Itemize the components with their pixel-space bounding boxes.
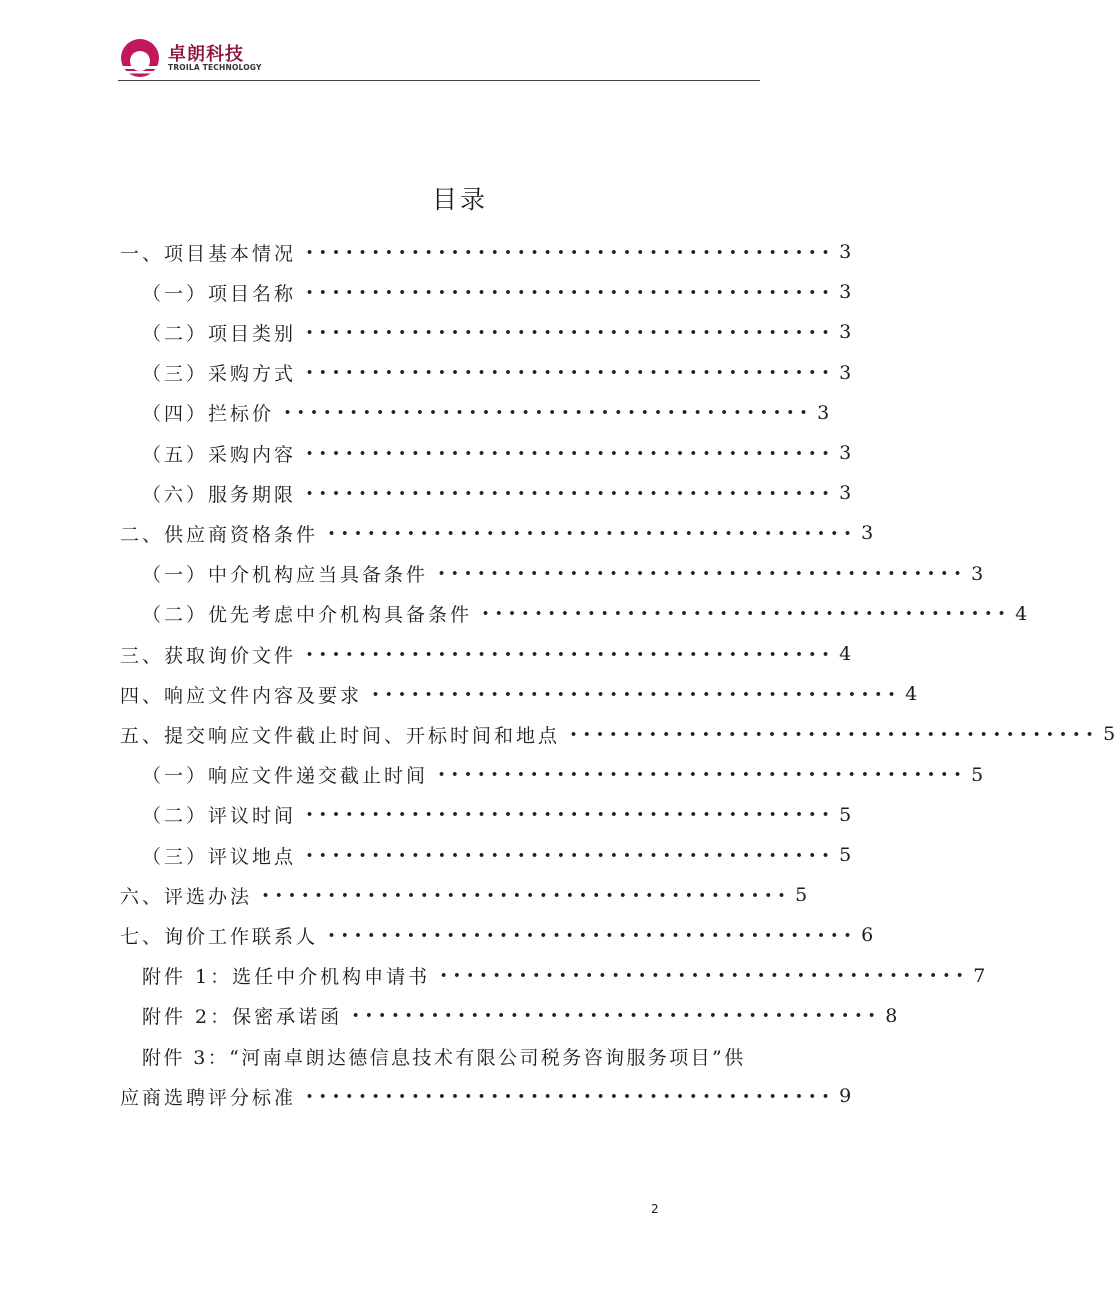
toc-entry-page: 5 <box>795 884 808 907</box>
toc-entry-label: （三）评议地点 <box>142 845 297 868</box>
toc-entry-label: 附件 3：“河南卓朗达德信息技术有限公司税务咨询服务项目”供 <box>142 1046 746 1069</box>
toc-entry[interactable] <box>120 714 1115 754</box>
toc-entry-label: （三）采购方式 <box>142 363 297 386</box>
toc-entry-page: 3 <box>839 281 852 304</box>
toc-entry[interactable] <box>142 795 852 835</box>
page-number: 2 <box>651 1202 659 1216</box>
toc-entry-label: 二、供应商资格条件 <box>120 523 319 546</box>
page-header <box>118 36 760 84</box>
toc-entry-page: 5 <box>839 803 852 826</box>
toc-entry-label: （六）服务期限 <box>142 483 297 506</box>
toc-dot-leader: •••••••••••••••••••••••••••••••••••••••• <box>284 406 814 420</box>
toc-dot-leader: •••••••••••••••••••••••••••••••••••••••• <box>570 727 1100 741</box>
toc-entry[interactable] <box>142 433 852 473</box>
toc-entry-label: （四）拦标价 <box>142 403 275 426</box>
toc-entry-label: （二）优先考虑中介机构具备条件 <box>142 604 473 627</box>
toc-entry-page: 8 <box>885 1004 898 1027</box>
toc-dot-leader: •••••••••••••••••••••••••••••••••••••••• <box>306 808 836 822</box>
toc-entry-page: 4 <box>1015 602 1028 625</box>
toc-dot-leader: •••••••••••••••••••••••••••••••••••••••• <box>262 888 792 902</box>
toc-entry-label: 六、评选办法 <box>120 885 253 908</box>
toc-entry[interactable] <box>120 634 852 674</box>
toc-dot-leader: •••••••••••••••••••••••••••••••••••••••• <box>352 1009 882 1023</box>
toc-entry-appendix-3-line2[interactable] <box>120 1076 852 1116</box>
toc-dot-leader: •••••••••••••••••••••••••••••••••••••••• <box>306 285 836 299</box>
toc-entry-label: （二）评议时间 <box>142 805 297 828</box>
toc-entry[interactable] <box>120 232 852 272</box>
toc-entry-label: 七、询价工作联系人 <box>120 925 319 948</box>
toc-dot-leader: •••••••••••••••••••••••••••••••••••••••• <box>306 647 836 661</box>
toc-entry-page: 3 <box>971 562 984 585</box>
toc-entry-label: （二）项目类别 <box>142 322 297 345</box>
toc-entry-label: 应商选聘评分标准 <box>120 1086 297 1109</box>
toc-dot-leader: •••••••••••••••••••••••••••••••••••••••• <box>328 526 858 540</box>
toc-entry[interactable] <box>142 956 986 996</box>
toc-entry[interactable] <box>142 312 852 352</box>
toc-dot-leader: •••••••••••••••••••••••••••••••••••••••• <box>306 325 836 339</box>
toc-dot-leader: •••••••••••••••••••••••••••••••••••••••• <box>482 607 1012 621</box>
toc-entry-label: 附件 1：选任中介机构申请书 <box>142 966 431 989</box>
toc-entry[interactable] <box>142 835 852 875</box>
toc-entry-page: 3 <box>839 241 852 263</box>
toc-entry-label: 四、响应文件内容及要求 <box>120 684 363 707</box>
toc-entry-label: 附件 2：保密承诺函 <box>142 1006 343 1029</box>
toc-entry-label: （一）项目名称 <box>142 282 297 305</box>
toc-dot-leader: •••••••••••••••••••••••••••••••••••••••• <box>306 366 836 380</box>
toc-entry-page: 5 <box>839 844 852 866</box>
toc-dot-leader: •••••••••••••••••••••••••••••••••••••••• <box>306 245 836 259</box>
toc-entry-page: 6 <box>861 924 874 947</box>
logo-company-name: 卓朗科技 <box>168 44 244 65</box>
toc-entry[interactable] <box>142 996 898 1036</box>
toc-entry[interactable] <box>142 272 852 312</box>
toc-entry-page: 5 <box>971 763 984 786</box>
toc-entry-page: 7 <box>973 964 986 987</box>
toc-entry-page: 4 <box>839 643 852 665</box>
toc-entry[interactable] <box>142 594 1028 634</box>
toc-entry-label: （一）中介机构应当具备条件 <box>142 564 429 587</box>
toc-dot-leader: •••••••••••••••••••••••••••••••••••••••• <box>372 687 902 701</box>
page-title: 目录 <box>431 185 488 214</box>
toc-entry[interactable] <box>142 393 830 433</box>
toc-entry[interactable] <box>142 473 852 513</box>
toc-entry-label: 五、提交响应文件截止时间、开标时间和地点 <box>120 724 561 747</box>
toc-entry-page: 3 <box>817 401 830 424</box>
toc-entry[interactable] <box>120 674 918 714</box>
toc-entry[interactable] <box>120 513 874 553</box>
toc-entry-label: （五）采购内容 <box>142 443 297 466</box>
toc-entry[interactable] <box>142 554 984 594</box>
toc-entry-page: 4 <box>905 683 918 706</box>
toc-entry-label: 一、项目基本情况 <box>120 242 297 265</box>
toc-dot-leader: •••••••••••••••••••••••••••••••••••••••• <box>306 446 836 460</box>
toc-dot-leader: •••••••••••••••••••••••••••••••••••••••• <box>328 928 858 942</box>
logo-company-name-en: TROILA TECHNOLOGY <box>168 63 262 72</box>
toc-dot-leader: •••••••••••••••••••••••••••••••••••••••• <box>438 567 968 581</box>
toc-dot-leader: •••••••••••••••••••••••••••••••••••••••• <box>306 848 836 862</box>
toc-entry-appendix-3-line1[interactable] <box>142 1036 746 1076</box>
toc-entry-page: 3 <box>839 321 852 344</box>
toc-entry-label: （一）响应文件递交截止时间 <box>142 765 429 788</box>
troila-logo-icon <box>120 38 160 78</box>
toc-entry-label: 三、获取询价文件 <box>120 644 297 667</box>
toc-dot-leader: •••••••••••••••••••••••••••••••••••••••• <box>306 486 836 500</box>
toc-entry[interactable] <box>120 875 808 915</box>
toc-entry-page: 3 <box>839 442 852 464</box>
toc-dot-leader: •••••••••••••••••••••••••••••••••••••••• <box>438 768 968 782</box>
toc-entry-page: 5 <box>1103 723 1115 746</box>
toc-entry[interactable] <box>142 353 852 393</box>
header-divider <box>118 80 760 81</box>
toc-entry-page: 3 <box>839 482 852 505</box>
toc-dot-leader: •••••••••••••••••••••••••••••••••••••••• <box>306 1089 836 1103</box>
toc-dot-leader: •••••••••••••••••••••••••••••••••••••••• <box>440 969 970 983</box>
toc-entry[interactable] <box>142 755 984 795</box>
toc-entry-page: 9 <box>839 1085 852 1107</box>
toc-entry[interactable] <box>120 915 874 955</box>
toc-entry-page: 3 <box>861 522 874 545</box>
toc-entry-page: 3 <box>839 361 852 384</box>
